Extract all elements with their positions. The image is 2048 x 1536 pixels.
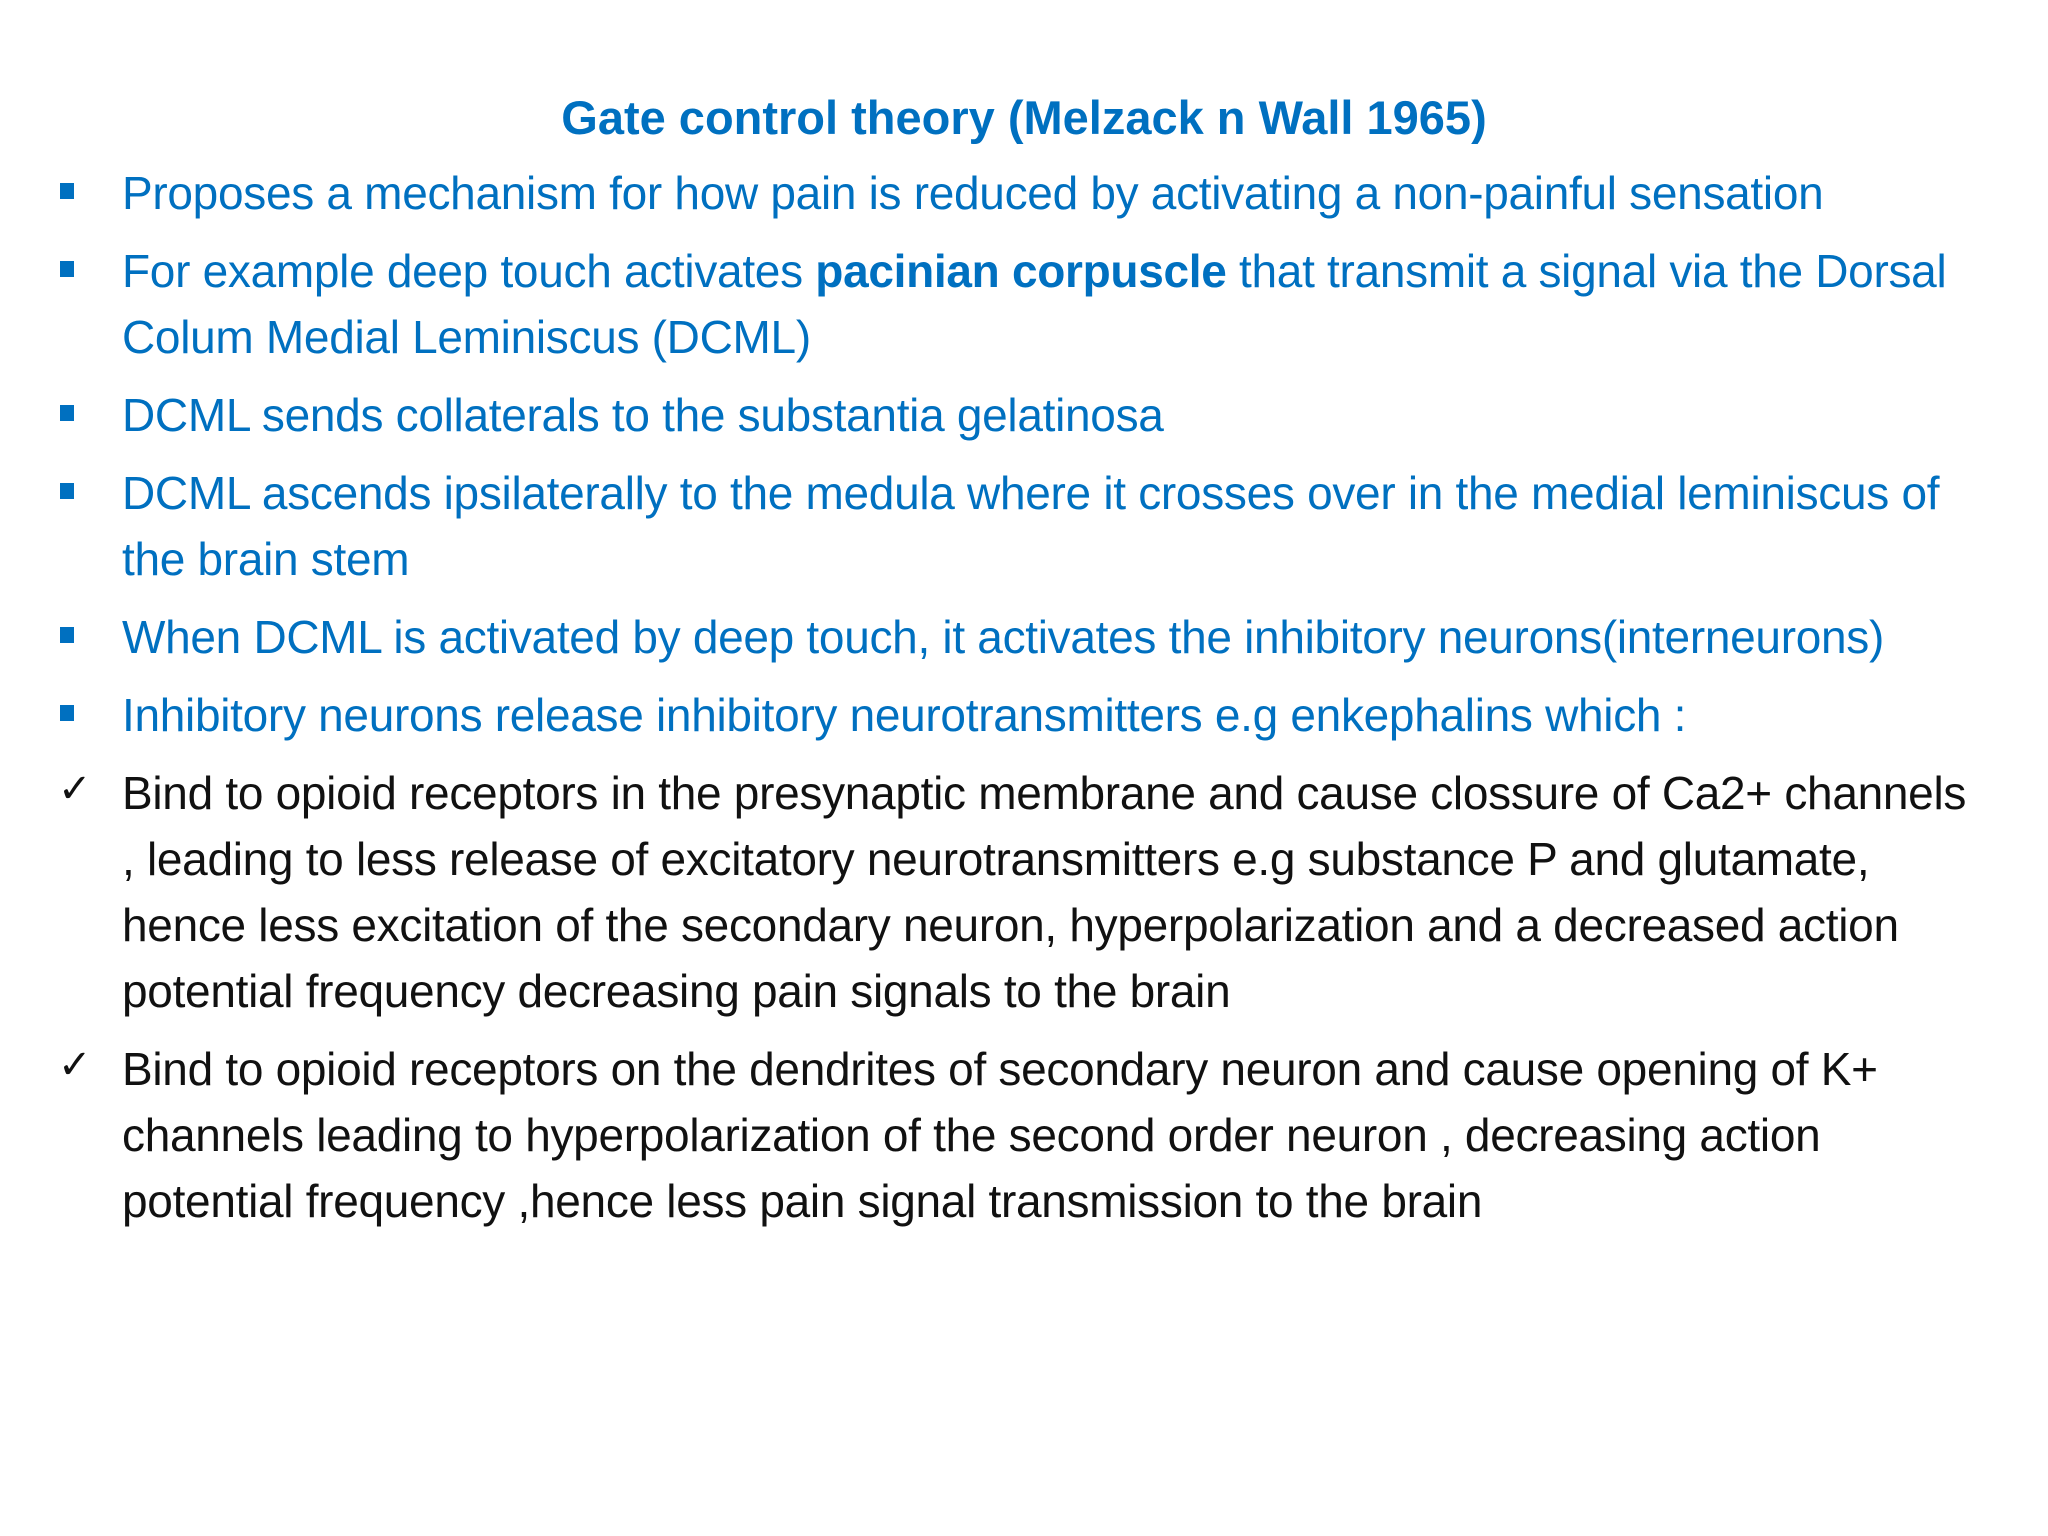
check-text: Bind to opioid receptors on the dendrites of secondary neuron and cause opening of K+ channels leading to hyperpolarization of the second order neuron , decreasing action potential frequency ,hence less pain signal transmission to the brain [122,1043,1878,1227]
checkmark-icon: ✓ [58,766,92,812]
bullet-list [0,160,2048,1246]
bullet-text-bold: pacinian corpuscle [815,245,1227,297]
bullet-item [0,382,2048,448]
bullet-item [0,160,2048,226]
check-item [0,760,2048,1024]
bullet-item [0,604,2048,670]
bullet-text-pre: For example deep touch activates [122,245,816,297]
bullet-item [0,460,2048,592]
slide-title: Gate control theory (Melzack n Wall 1965) [561,91,1487,144]
check-text: Bind to opioid receptors in the presynaptic membrane and cause clossure of Ca2+ channels , leading to less release of excitatory neurotransmitters e.g substance P and glutamate, hence less excitation of the secondary neuron, hyperpolarization and a decreased action potential frequency decreasing pain signals to the brain [122,767,1967,1017]
bullet-text: When DCML is activated by deep touch, it activates the inhibitory neurons(interneurons) [122,611,1884,663]
square-bullet-icon [60,705,74,721]
bullet-text: DCML sends collaterals to the substantia gelatinosa [122,389,1164,441]
bullet-item [0,682,2048,748]
bullet-text: Inhibitory neurons release inhibitory neurotransmitters e.g enkephalins which : [122,689,1687,741]
square-bullet-icon [60,405,74,421]
check-item [0,1036,2048,1234]
bullet-item [0,238,2048,370]
bullet-text-post: that transmit a signal via the Dorsal Colum Medial Leminiscus (DCML) [122,245,1947,363]
checkmark-icon: ✓ [58,1042,92,1088]
bullet-text: Proposes a mechanism for how pain is reduced by activating a non-painful sensation [122,167,1824,219]
square-bullet-icon [60,483,74,499]
square-bullet-icon [60,261,74,277]
bullet-text: DCML ascends ipsilaterally to the medula where it crosses over in the medial leminiscus of the brain stem [122,467,1940,585]
square-bullet-icon [60,627,74,643]
square-bullet-icon [60,183,74,199]
